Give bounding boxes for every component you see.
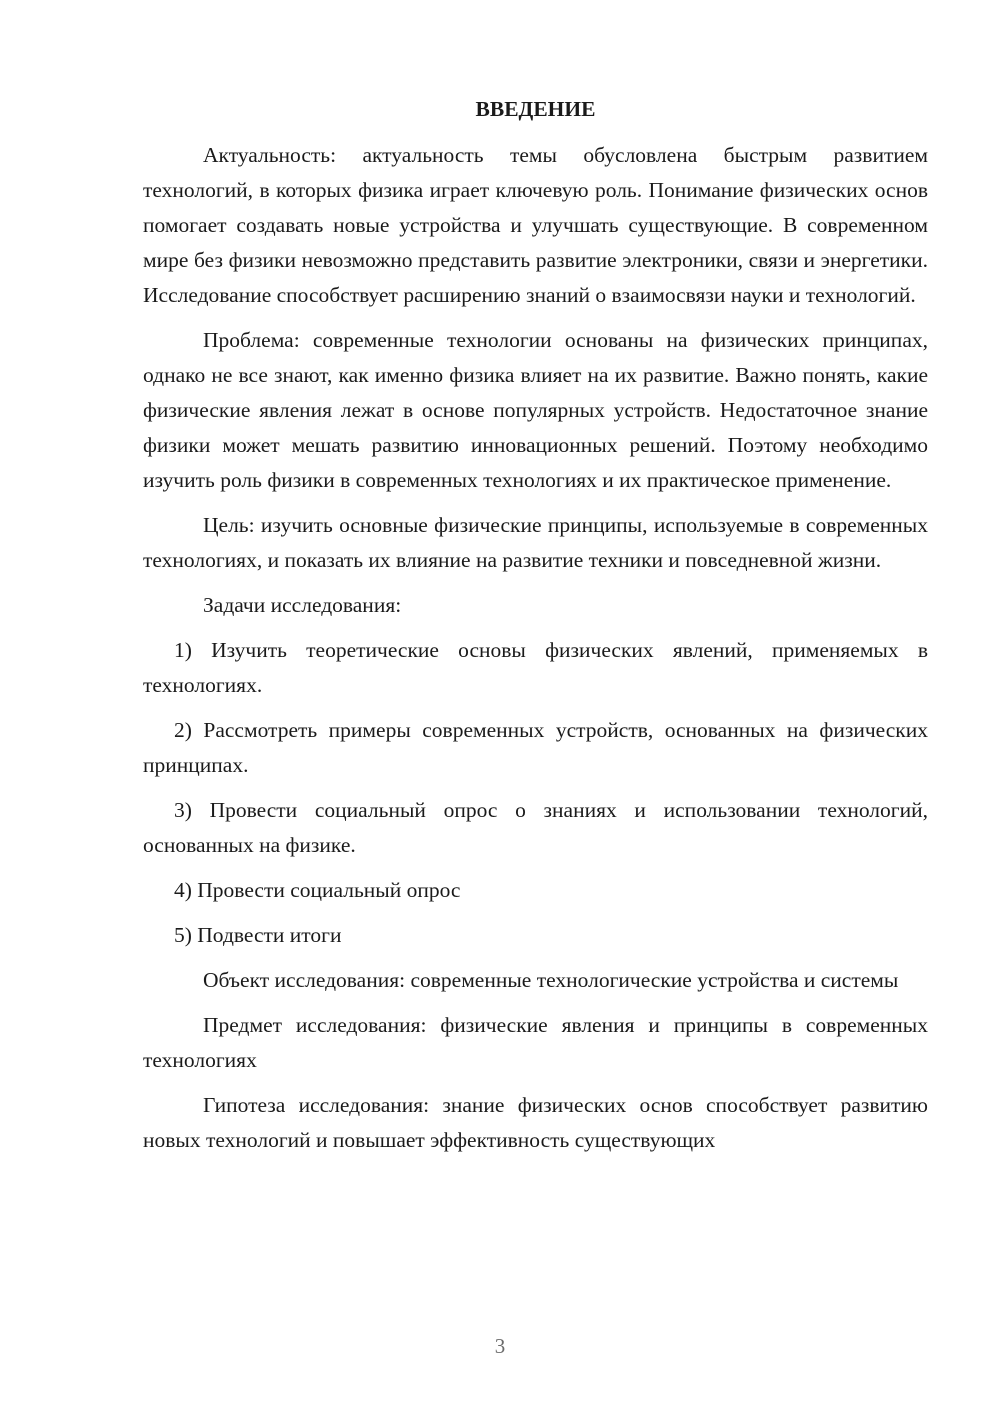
paragraph-object: Объект исследования: современные технологические устройства и системы: [203, 968, 899, 992]
task-item-5: 5) Подвести итоги: [174, 923, 342, 947]
paragraph-problem: Проблема: современные технологии основаны на физических принципах, однако не все знают, как именно физика влияет на их развитие. Важно понять, какие физические явления лежат в основе популярных устройств. Недостаточное знание физики может мешать развитию инновационных решений. Поэтому необходимо изучить роль физики в современных технологиях и их практическое применение.: [143, 328, 928, 492]
paragraph-relevance: Актуальность: актуальность темы обусловлена быстрым развитием технологий, в которых физика играет ключевую роль. Понимание физических основ помогает создавать новые устройства и улучшать существующие. В современном мире без физики невозможно представить развитие электроники, связи и энергетики. Исследование способствует расширению знаний о взаимосвязи науки и технологий.: [143, 143, 928, 307]
task-item-1: 1) Изучить теоретические основы физических явлений, применяемых в технологиях.: [143, 638, 928, 697]
task-item-4: 4) Провести социальный опрос: [174, 878, 461, 902]
task-item-3: 3) Провести социальный опрос о знаниях и использовании технологий, основанных на физике.: [143, 798, 928, 857]
document-page: [143, 92, 928, 1168]
page-number: 3: [494, 1334, 506, 1358]
task-item-2: 2) Рассмотреть примеры современных устройств, основанных на физических принципах.: [143, 718, 928, 777]
paragraph-goal: Цель: изучить основные физические принципы, используемые в современных технологиях, и показать их влияние на развитие техники и повседневной жизни.: [143, 513, 928, 572]
paragraph-hypothesis: Гипотеза исследования: знание физических основ способствует развитию новых технологий и повышает эффективность существующих: [143, 1093, 928, 1152]
paragraph-tasks-heading: Задачи исследования:: [203, 593, 402, 617]
paragraph-subject: Предмет исследования: физические явления и принципы в современных технологиях: [143, 1013, 928, 1072]
document-title: ВВЕДЕНИЕ: [475, 97, 596, 121]
